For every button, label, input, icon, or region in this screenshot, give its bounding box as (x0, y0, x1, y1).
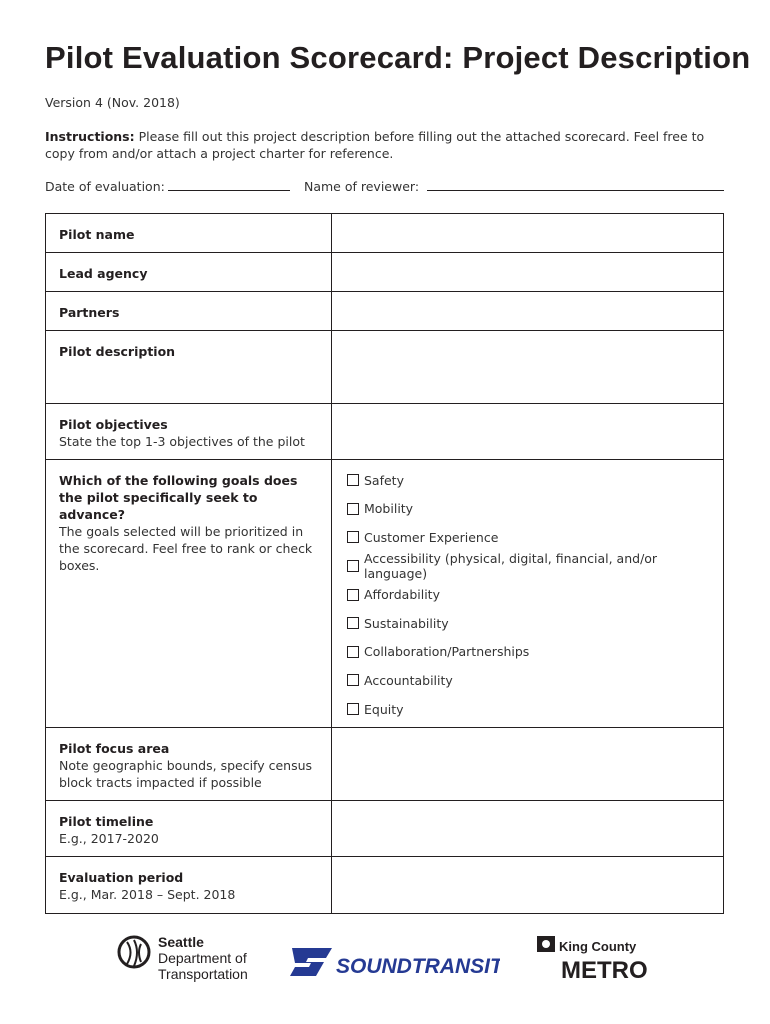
goal-safety[interactable] (332, 466, 723, 495)
page-title: Pilot Evaluation Scorecard: Project Description (45, 40, 751, 75)
seattle-dot-logo-graphic (115, 932, 265, 984)
row-label (46, 857, 332, 914)
row-label (46, 404, 332, 460)
row-label (46, 214, 332, 253)
goal-label: Equity (364, 701, 404, 717)
table-row (46, 857, 724, 914)
instructions (45, 128, 735, 162)
pilot-timeline-note: E.g., 2017-2020 (59, 831, 159, 846)
name-of-reviewer-field[interactable] (427, 190, 724, 191)
evaluation-period-label: Evaluation period (59, 870, 184, 885)
soundtransit-logo (290, 942, 500, 986)
row-label (46, 801, 332, 857)
goal-affordability[interactable] (332, 580, 723, 609)
row-label (46, 331, 332, 404)
lead-agency-label: Lead agency (59, 266, 148, 281)
sdot-logo-line-1: Seattle (158, 934, 204, 950)
instructions-text: Please fill out this project description before filling out the attached scorecard. Feel free to copy from and/or attach a project charter for reference. (45, 129, 705, 161)
checkbox[interactable] (347, 646, 359, 658)
goal-label: Safety (364, 472, 404, 488)
checkbox[interactable] (347, 589, 359, 601)
checkbox[interactable] (347, 674, 359, 686)
pilot-name-label: Pilot name (59, 227, 135, 242)
table-row (46, 728, 724, 801)
pilot-description-field[interactable] (332, 331, 724, 404)
king-county-metro-logo-graphic (535, 934, 665, 984)
checkbox[interactable] (347, 474, 359, 486)
project-description-table (45, 213, 724, 914)
instructions-label: Instructions: (45, 129, 135, 144)
table-row (46, 292, 724, 331)
king-county-face-icon (542, 940, 550, 948)
date-of-evaluation-label: Date of evaluation: (45, 179, 165, 194)
goal-label: Mobility (364, 501, 414, 517)
goal-customer-experience[interactable] (332, 523, 723, 552)
table-row (46, 404, 724, 460)
goals-checklist (332, 460, 724, 728)
pilot-objectives-note: State the top 1-3 objectives of the pilot (59, 434, 305, 449)
partners-field[interactable] (332, 292, 724, 331)
row-label (46, 460, 332, 728)
goal-mobility[interactable] (332, 495, 723, 524)
goal-label: Accountability (364, 672, 453, 688)
table-row (46, 214, 724, 253)
king-county-text: King County (559, 939, 637, 954)
goal-label: Customer Experience (364, 529, 499, 545)
goal-label: Sustainability (364, 615, 449, 631)
table-row (46, 801, 724, 857)
goal-accountability[interactable] (332, 666, 723, 695)
pilot-description-label: Pilot description (59, 344, 176, 359)
focus-area-field[interactable] (332, 728, 724, 801)
goal-label: Collaboration/Partnerships (364, 644, 530, 660)
checkbox[interactable] (347, 703, 359, 715)
goal-label: Affordability (364, 587, 440, 603)
lead-agency-field[interactable] (332, 253, 724, 292)
sdot-logo-line-3: Transportation (158, 966, 248, 982)
goal-label: Accessibility (physical, digital, financial, and/or language) (364, 551, 658, 582)
metro-text: METRO (561, 957, 648, 984)
focus-area-note: Note geographic bounds, specify census block tracts impacted if possible (59, 758, 313, 790)
seattle-seal-face-icon (127, 940, 141, 966)
sdot-logo (115, 932, 265, 988)
king-county-metro-logo (535, 934, 665, 988)
pilot-timeline-label: Pilot timeline (59, 814, 154, 829)
goal-sustainability[interactable] (332, 609, 723, 638)
name-of-reviewer-label: Name of reviewer: (304, 179, 420, 194)
soundtransit-wordmark: SOUNDTRANSIT (336, 955, 500, 978)
pilot-objectives-field[interactable] (332, 404, 724, 460)
pilot-timeline-field[interactable] (332, 801, 724, 857)
goal-accessibility[interactable] (332, 552, 723, 581)
version-label: Version 4 (Nov. 2018) (45, 95, 180, 110)
pilot-name-field[interactable] (332, 214, 724, 253)
table-row (46, 460, 724, 728)
row-label (46, 728, 332, 801)
soundtransit-mark-icon (290, 948, 332, 976)
footer-logos (0, 928, 770, 988)
table-row (46, 253, 724, 292)
partners-label: Partners (59, 305, 120, 320)
checkbox[interactable] (347, 560, 359, 572)
evaluation-period-field[interactable] (332, 857, 724, 914)
goals-question: Which of the following goals does the pilot specifically seek to advance? (59, 473, 298, 522)
row-label (46, 292, 332, 331)
focus-area-label: Pilot focus area (59, 741, 170, 756)
row-label (46, 253, 332, 292)
evaluation-period-note: E.g., Mar. 2018 – Sept. 2018 (59, 887, 236, 902)
sdot-logo-line-2: Department of (158, 950, 247, 966)
checkbox[interactable] (347, 503, 359, 515)
goals-note: The goals selected will be prioritized in the scorecard. Feel free to rank or check boxes. (59, 524, 313, 573)
goal-collaboration[interactable] (332, 638, 723, 667)
goal-equity[interactable] (332, 695, 723, 724)
checkbox[interactable] (347, 531, 359, 543)
table-row (46, 331, 724, 404)
pilot-objectives-label: Pilot objectives (59, 417, 168, 432)
soundtransit-logo-graphic (290, 942, 500, 982)
checkbox[interactable] (347, 617, 359, 629)
date-of-evaluation-field[interactable] (168, 190, 290, 191)
